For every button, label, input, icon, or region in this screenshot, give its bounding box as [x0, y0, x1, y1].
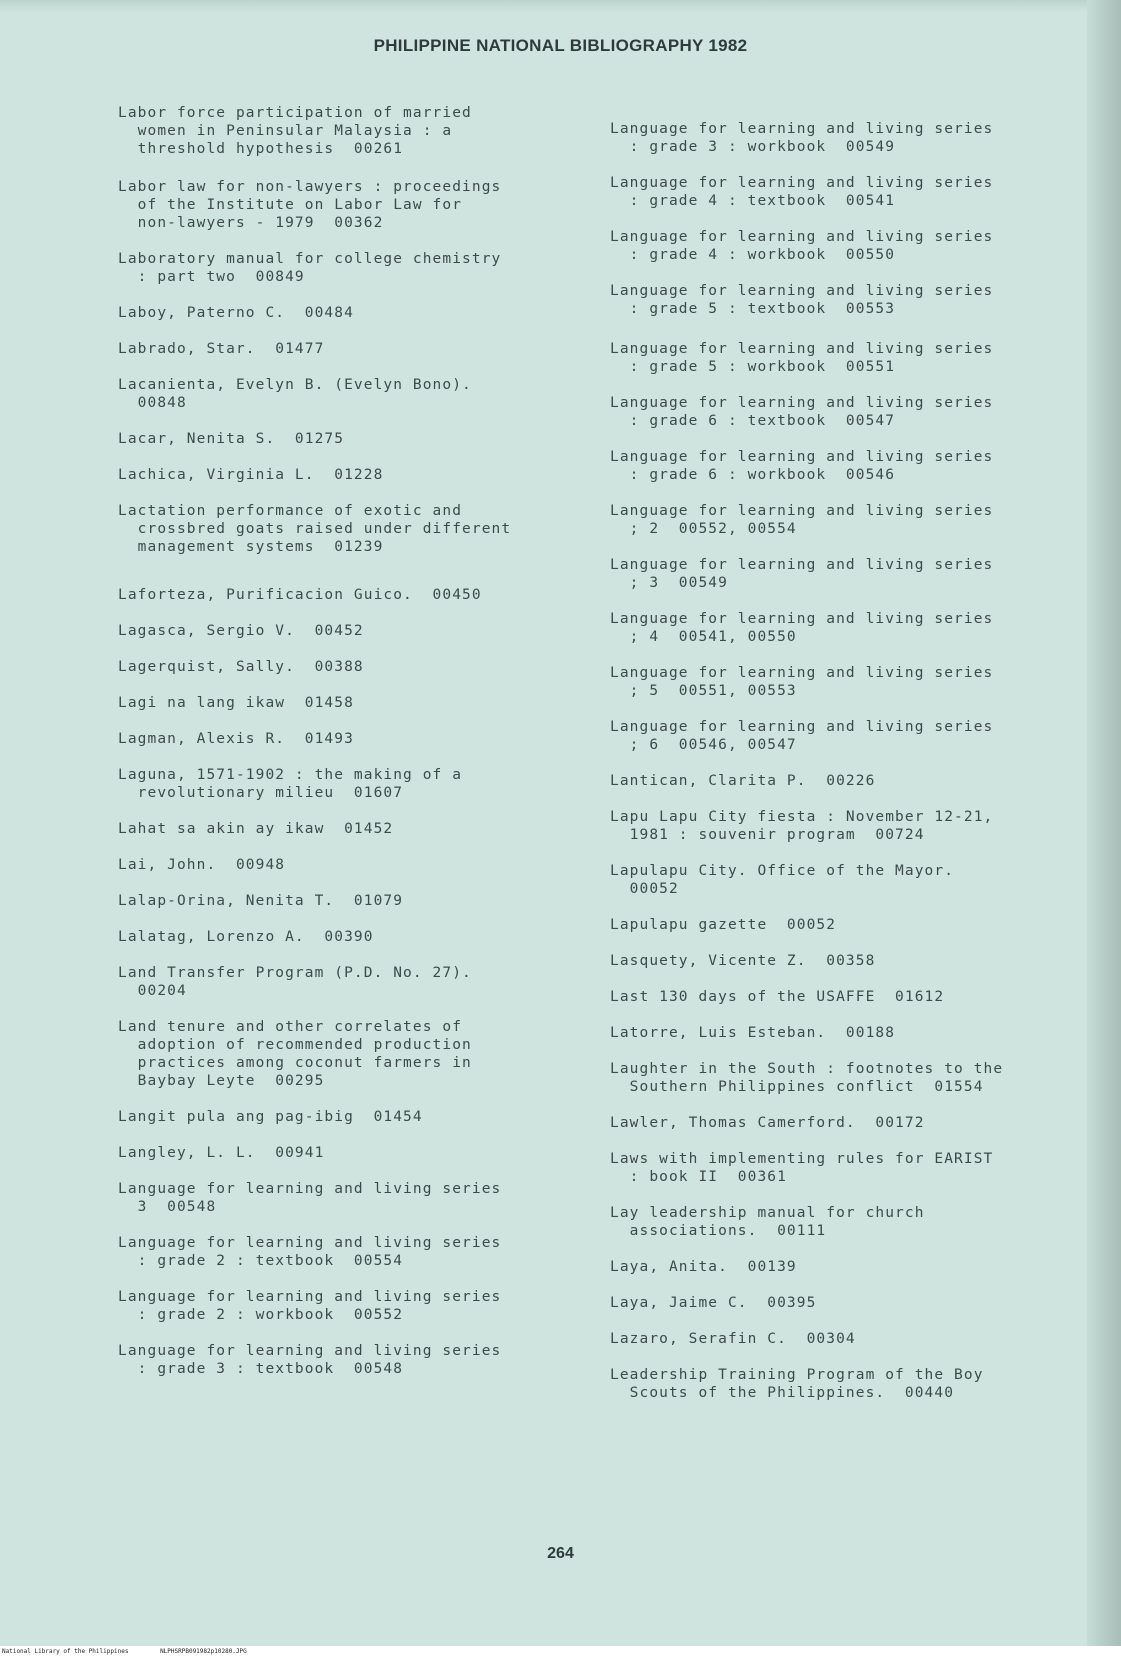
bib-entry: Lalatag, Lorenzo A. 00390 [118, 929, 374, 945]
bib-entry: Language for learning and living series : grade 5 : workbook 00551 [610, 341, 994, 375]
bib-entry: Lai, John. 00948 [118, 857, 286, 873]
page-binding-edge [1087, 0, 1121, 1658]
bib-entry: Laforteza, Purificacion Guico. 00450 [118, 587, 482, 603]
bib-entry: Lactation performance of exotic and crossbred goats raised under different management systems 01239 [118, 503, 512, 555]
footer-source: National Library of the Philippines [2, 1648, 129, 1655]
bib-entry: Language for learning and living series : grade 4 : textbook 00541 [610, 175, 994, 209]
bib-entry: Lapu Lapu City fiesta : November 12-21, 1981 : souvenir program 00724 [610, 809, 994, 843]
bib-entry: Langley, L. L. 00941 [118, 1145, 325, 1161]
bib-entry: Language for learning and living series ; 5 00551, 00553 [610, 665, 994, 699]
bib-entry: Language for learning and living series : grade 6 : workbook 00546 [610, 449, 994, 483]
bib-entry: Language for learning and living series : grade 3 : workbook 00549 [610, 121, 994, 155]
bib-entry: Lapulapu City. Office of the Mayor. 00052 [610, 863, 955, 897]
bib-entry: Lahat sa akin ay ikaw 01452 [118, 821, 394, 837]
page-top-shadow [0, 0, 1121, 12]
bib-entry: Langit pula ang pag-ibig 01454 [118, 1109, 423, 1125]
bib-entry: Lagerquist, Sally. 00388 [118, 659, 364, 675]
bib-entry: Lacanienta, Evelyn B. (Evelyn Bono). 00848 [118, 377, 472, 411]
footer-file: NLPHSRPB091982p10280.JPG [160, 1648, 247, 1655]
bib-entry: Lagman, Alexis R. 01493 [118, 731, 354, 747]
bib-entry: Lalap-Orina, Nenita T. 01079 [118, 893, 404, 909]
bib-entry: Leadership Training Program of the Boy Scouts of the Philippines. 00440 [610, 1367, 984, 1401]
bib-entry: Lagasca, Sergio V. 00452 [118, 623, 364, 639]
page-title: PHILIPPINE NATIONAL BIBLIOGRAPHY 1982 [373, 36, 748, 55]
bib-entry: Lapulapu gazette 00052 [610, 917, 837, 933]
bib-entry: Laboy, Paterno C. 00484 [118, 305, 354, 321]
bib-entry: Lacar, Nenita S. 01275 [118, 431, 345, 447]
bib-entry: Language for learning and living series : grade 6 : textbook 00547 [610, 395, 994, 429]
bib-entry: Laya, Anita. 00139 [610, 1259, 797, 1275]
bib-entry: Language for learning and living series : grade 5 : textbook 00553 [610, 283, 994, 317]
bib-entry: Lasquety, Vicente Z. 00358 [610, 953, 876, 969]
bib-entry: Labor law for non-lawyers : proceedings of the Institute on Labor Law for non-lawyers - 1979 00362 [118, 179, 502, 231]
bib-entry: Lagi na lang ikaw 01458 [118, 695, 354, 711]
bib-entry: Laws with implementing rules for EARIST : book II 00361 [610, 1151, 994, 1185]
bib-entry: Language for learning and living series ; 2 00552, 00554 [610, 503, 994, 537]
bib-entry: Language for learning and living series 3 00548 [118, 1181, 502, 1215]
bib-entry: Language for learning and living series : grade 3 : textbook 00548 [118, 1343, 502, 1377]
bib-entry: Land Transfer Program (P.D. No. 27). 00204 [118, 965, 472, 999]
bib-entry: Language for learning and living series : grade 4 : workbook 00550 [610, 229, 994, 263]
bib-entry: Language for learning and living series : grade 2 : workbook 00552 [118, 1289, 502, 1323]
bib-entry: Lawler, Thomas Camerford. 00172 [610, 1115, 925, 1131]
page-number: 264 [547, 1545, 574, 1562]
bib-entry: Labrado, Star. 01477 [118, 341, 325, 357]
bib-entry: Lazaro, Serafin C. 00304 [610, 1331, 856, 1347]
bib-entry: Lay leadership manual for church associations. 00111 [610, 1205, 925, 1239]
bib-entry: Land tenure and other correlates of adoption of recommended production practices among coconut farmers in Baybay Leyte 00295 [118, 1019, 472, 1089]
scan-footer [0, 1646, 1121, 1658]
bib-entry: Lachica, Virginia L. 01228 [118, 467, 384, 483]
bib-entry: Laguna, 1571-1902 : the making of a revolutionary milieu 01607 [118, 767, 463, 801]
bib-entry: Laughter in the South : footnotes to the Southern Philippines conflict 01554 [610, 1061, 1004, 1095]
bib-entry: Language for learning and living series ; 3 00549 [610, 557, 994, 591]
bib-entry: Last 130 days of the USAFFE 01612 [610, 989, 945, 1005]
bib-entry: Laya, Jaime C. 00395 [610, 1295, 817, 1311]
bib-entry: Language for learning and living series ; 6 00546, 00547 [610, 719, 994, 753]
bib-entry: Lantican, Clarita P. 00226 [610, 773, 876, 789]
bib-entry: Language for learning and living series : grade 2 : textbook 00554 [118, 1235, 502, 1269]
bib-entry: Laboratory manual for college chemistry : part two 00849 [118, 251, 502, 285]
bib-entry: Labor force participation of married women in Peninsular Malaysia : a threshold hypothesis 00261 [118, 105, 472, 157]
bib-entry: Language for learning and living series ; 4 00541, 00550 [610, 611, 994, 645]
bib-entry: Latorre, Luis Esteban. 00188 [610, 1025, 896, 1041]
